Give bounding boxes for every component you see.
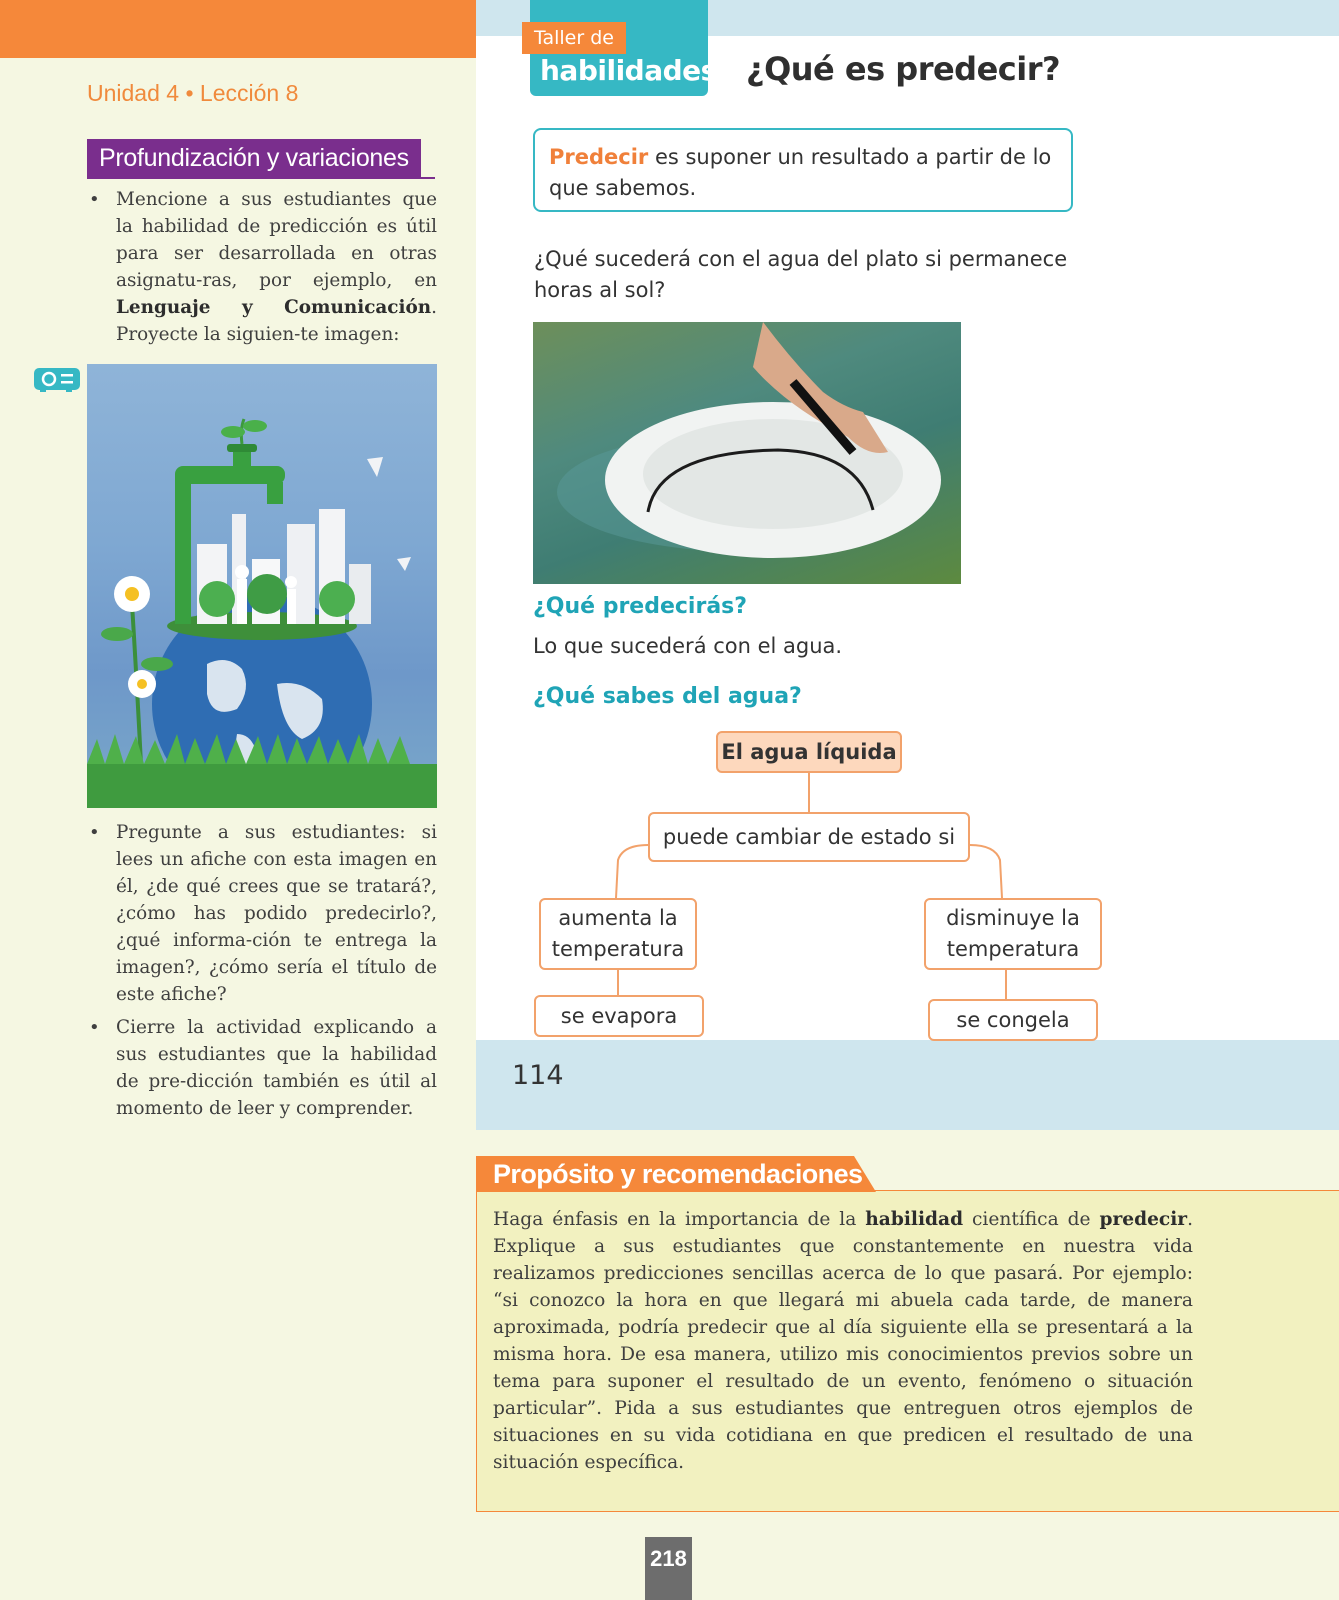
bullet-item: • Mencione a sus estudiantes que la habilidad de predicción es útil para ser desarrollada en otras asignatu-ras, por ejemplo, en Lenguaje y Comunicación. Proyecte la siguien-te imagen: (87, 186, 437, 348)
concept-left-result: se evapora (534, 995, 704, 1037)
bullet-item: • Cierre la actividad explicando a sus estudiantes que la habilidad de pre-dicción también es útil al momento de leer y comprender. (87, 1014, 437, 1122)
concept-root: El agua líquida (716, 731, 902, 773)
definition-text: es suponer un resultado a partir de lo que sabemos. (549, 145, 1052, 200)
page-title: ¿Qué es predecir? (746, 50, 1061, 88)
book-page-number: 114 (512, 1060, 564, 1091)
unit-lesson-title: Unidad 4 • Lección 8 (87, 80, 299, 106)
student-book-page (476, 0, 1339, 1130)
question-know: ¿Qué sabes del agua? (533, 684, 802, 709)
section-underline (87, 177, 435, 179)
concept-middle: puede cambiar de estado si (648, 812, 970, 862)
definition-term: Predecir (549, 145, 649, 169)
concept-right: disminuye la temperatura (924, 898, 1102, 970)
question-predict: ¿Qué predecirás? (533, 594, 748, 619)
purpose-title: Propósito y recomendaciones (493, 1159, 863, 1189)
tab-main-label: habilidades (540, 54, 717, 87)
teacher-guide-column (0, 0, 476, 1600)
answer-predict: Lo que sucederá con el agua. (533, 634, 843, 658)
bullet-item: • Pregunte a sus estudiantes: si lees un afiche con esta imagen en él, ¿de qué crees que se tratará?, ¿cómo has podido predecirlo?, ¿qué informa-ción te entrega la imagen?, ¿cómo sería el título de este afiche? (87, 819, 437, 1008)
purpose-text: Haga énfasis en la importancia de la habilidad científica de predecir. Explique a sus estudiantes que constantemente en nuestra vida realizamos predicciones sencillas acerca de lo que pasará. Por ejemplo: “si conozco la hora en que llegará mi abuela cada tarde, de manera aproximada, podría predecir que al día siguiente ella se presentará a la misma hora. De esa manera, utilizo mis conocimientos previos sobre un tema para suponer el resultado de un evento, fenómeno o situación particular”. Pida a sus estudiantes que entreguen otros ejemplos de situaciones en su vida cotidiana en que predicen el resultado de una situación específica. (493, 1209, 1193, 1473)
section-title-deepening: Profundización y variaciones (87, 139, 421, 177)
concept-left: aumenta la temperatura (539, 898, 697, 970)
main-question: ¿Qué sucederá con el agua del plato si permanece horas al sol? (534, 247, 1068, 302)
tab-small-label: Taller de (522, 22, 626, 54)
header-bar (0, 0, 476, 58)
bullet-list-bottom (87, 819, 437, 1128)
page-number: 218 (645, 1537, 692, 1600)
concept-right-result: se congela (928, 999, 1098, 1041)
bullet-list-top (87, 186, 437, 348)
eco-poster-image (87, 364, 437, 808)
projector-icon (34, 368, 80, 392)
